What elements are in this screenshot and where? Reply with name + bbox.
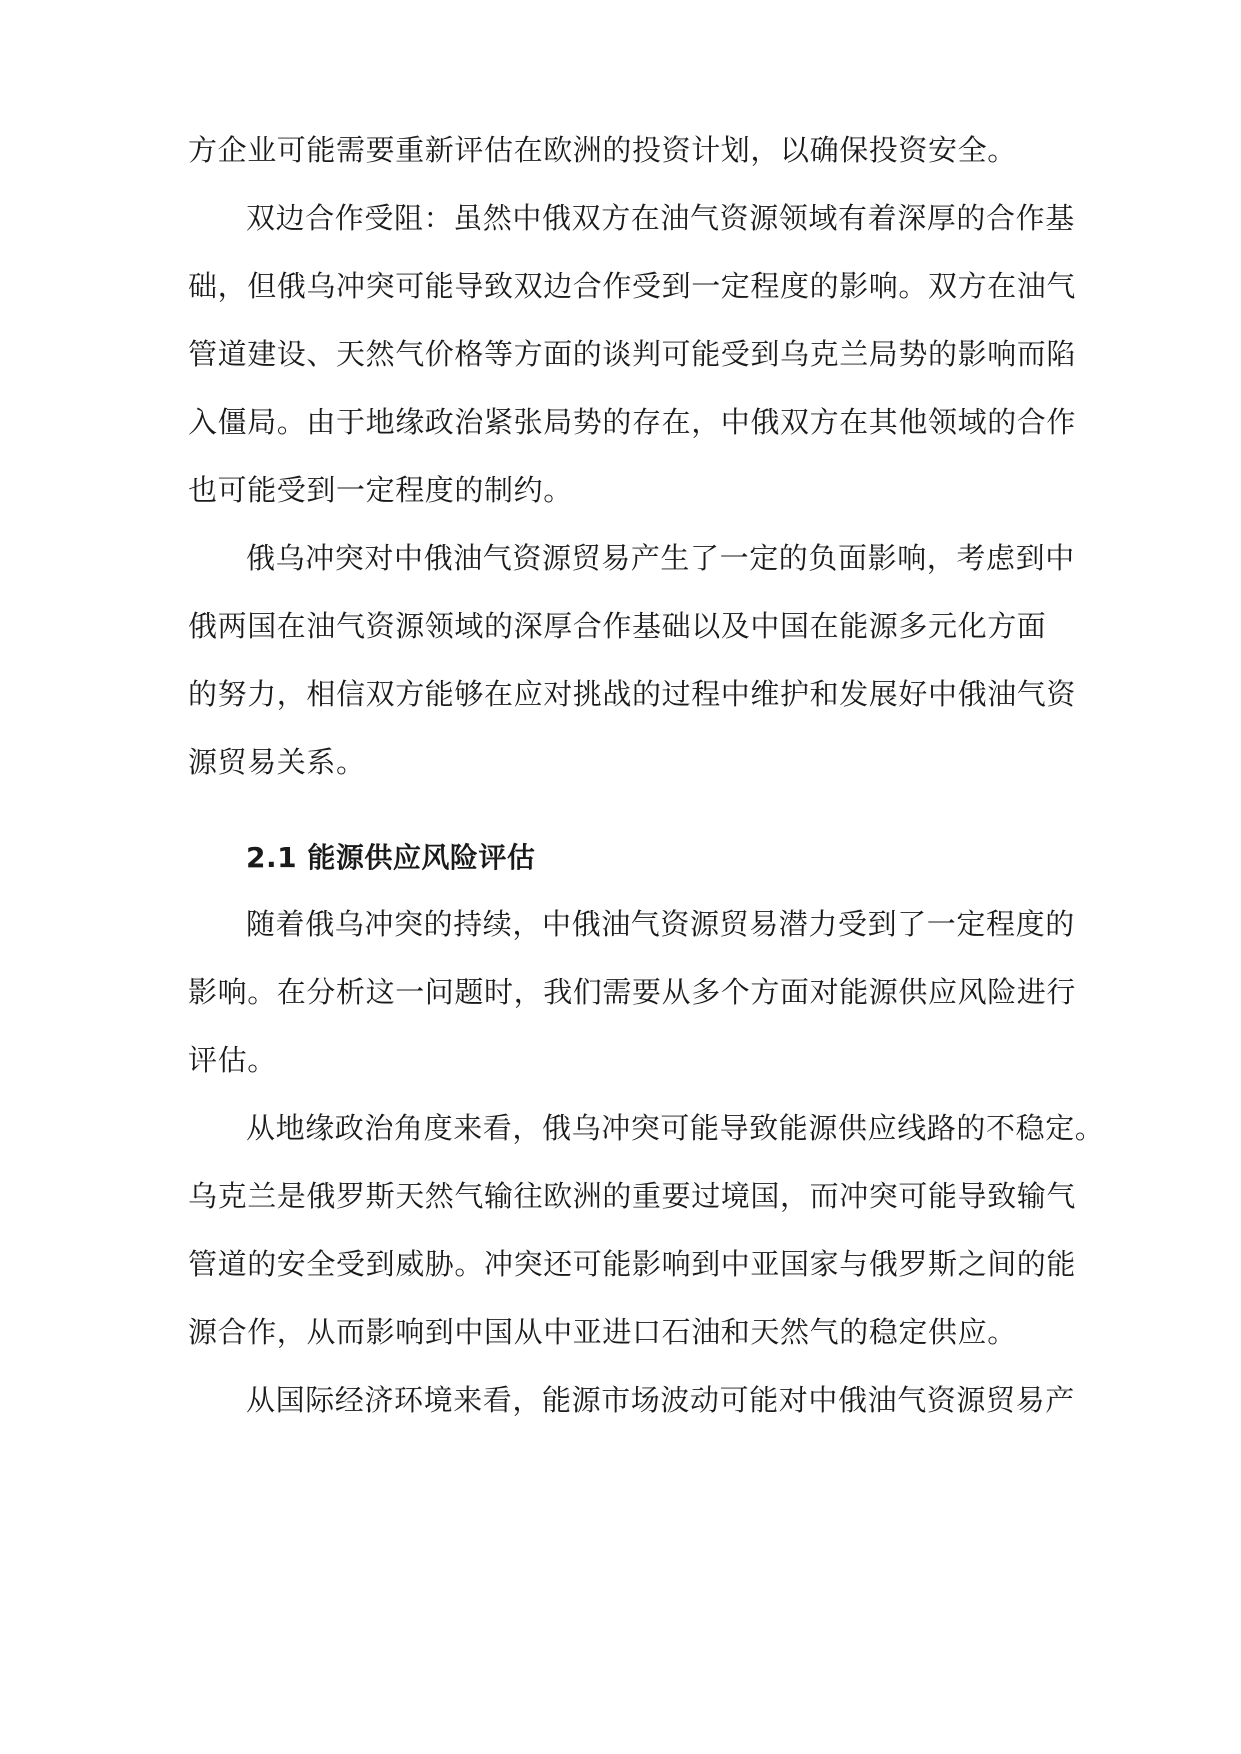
paragraph-line: 也可能受到一定程度的制约。: [188, 473, 573, 507]
paragraph-line: 双边合作受阻：虽然中俄双方在油气资源领域有着深厚的合作基: [246, 201, 1075, 235]
paragraph-line: 从地缘政治角度来看，俄乌冲突可能导致能源供应线路的不稳定。: [246, 1111, 1105, 1145]
paragraph-line: 随着俄乌冲突的持续，中俄油气资源贸易潜力受到了一定程度的: [246, 907, 1075, 941]
paragraph-line: 方企业可能需要重新评估在欧洲的投资计划，以确保投资安全。: [188, 133, 1017, 167]
paragraph-line: 源贸易关系。: [188, 745, 366, 779]
paragraph-line: 乌克兰是俄罗斯天然气输往欧洲的重要过境国，而冲突可能导致输气: [188, 1179, 1077, 1213]
paragraph-line: 的努力，相信双方能够在应对挑战的过程中维护和发展好中俄油气资: [188, 677, 1077, 711]
paragraph-line: 从国际经济环境来看，能源市场波动可能对中俄油气资源贸易产: [246, 1383, 1075, 1417]
paragraph-line: 评估。: [188, 1043, 277, 1077]
paragraph-line: 管道的安全受到威胁。冲突还可能影响到中亚国家与俄罗斯之间的能: [188, 1247, 1077, 1281]
paragraph-line: 影响。在分析这一问题时，我们需要从多个方面对能源供应风险进行: [188, 975, 1077, 1009]
paragraph-line: 源合作，从而影响到中国从中亚进口石油和天然气的稳定供应。: [188, 1315, 1017, 1349]
paragraph-line: 俄两国在油气资源领域的深厚合作基础以及中国在能源多元化方面: [188, 609, 1047, 643]
paragraph-line: 础，但俄乌冲突可能导致双边合作受到一定程度的影响。双方在油气: [188, 269, 1077, 303]
paragraph-line: 俄乌冲突对中俄油气资源贸易产生了一定的负面影响，考虑到中: [246, 541, 1075, 575]
paragraph-line: 管道建设、天然气价格等方面的谈判可能受到乌克兰局势的影响而陷: [188, 337, 1077, 371]
paragraph-line: 入僵局。由于地缘政治紧张局势的存在，中俄双方在其他领域的合作: [188, 405, 1077, 439]
section-heading: 2.1 能源供应风险评估: [246, 841, 536, 874]
